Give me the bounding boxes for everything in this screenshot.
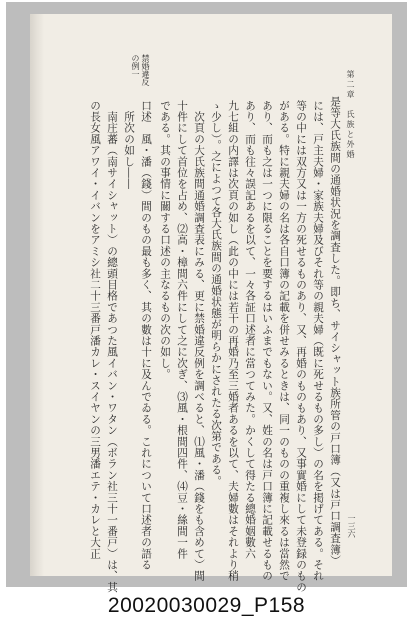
book-page <box>30 14 392 593</box>
body-column: 南庄蕃（南サイシャット）の總頭目格であつた風イバン・ワタン（ボラン社三十一番戸）は、其 <box>106 100 118 593</box>
body-column: がある。特に親夫婦の名は各自口簿の記載を併せみるときは、同一のものの重複し來るは當然で <box>278 100 290 582</box>
body-column: 等の中には双方又は一方の死せるものあり、又、再婚のものもあり、又事實婚にして未登録のもの <box>295 100 307 593</box>
margin-note: 禁婚違反 の例一 <box>131 54 150 86</box>
body-column: の長女風アワイ・イバンをアミシ社二十三番戸潘カレ・スイヤンの三男潘エテ・カレと大正 <box>89 100 101 560</box>
page-number: 一三六 <box>347 514 356 538</box>
page-gutter-shadow <box>30 14 44 576</box>
image-caption: 20020030029_P158 <box>107 594 306 617</box>
body-column: 是等大氏族間の通婚状況を調査した。即ち、サイシャット族所管の戸口簿（又は戸口調査簿） <box>329 96 341 567</box>
body-column: ゝ少し）。之によつて各大氏族間の通婚状態が明らかにされたる次第である。 <box>210 100 222 487</box>
body-column: あり、而も之は一つに限ることを要するはいふまでもない。又、姓の名は戸口簿に記載せるもの <box>261 100 273 582</box>
body-column: 次頁の大氏族間通婚調査表にみる、更に禁婚違反例を調べると、⑴風・潘（錢をも含めて）間 <box>193 100 205 582</box>
body-column: 十件にして首位を占め、⑵高・樟間六件にして之に次ぎ、⑶風・根間四件、⑷豆・絲間一件 <box>176 100 188 560</box>
body-column: には、戸主夫婦・家族夫婦及びそれ等の親夫婦（既に死せるもの多し）の名を掲げてある。それ <box>312 100 324 582</box>
body-column: 九七組の内譯は次頁の如し（此の中には若干の再婚乃至三婚者あるを以て、夫婦數はそれより稍 <box>227 100 239 582</box>
body-column: である。其の事情に關する口述の主なるもの次の如し。 <box>159 100 171 380</box>
running-head: 第二章 氏族と外婚 <box>346 70 355 160</box>
body-column: 所次の如し―― <box>123 100 135 190</box>
body-column: あり、而も往々誤記あるを以て、一々各証口述者に當つてみた。かくして得たる總婚姻數六 <box>244 100 256 560</box>
body-column: 口述 風・潘（錢）間のもの最も多く、其の數は十に及んでゐる。これについて口述者の語る <box>140 100 152 571</box>
